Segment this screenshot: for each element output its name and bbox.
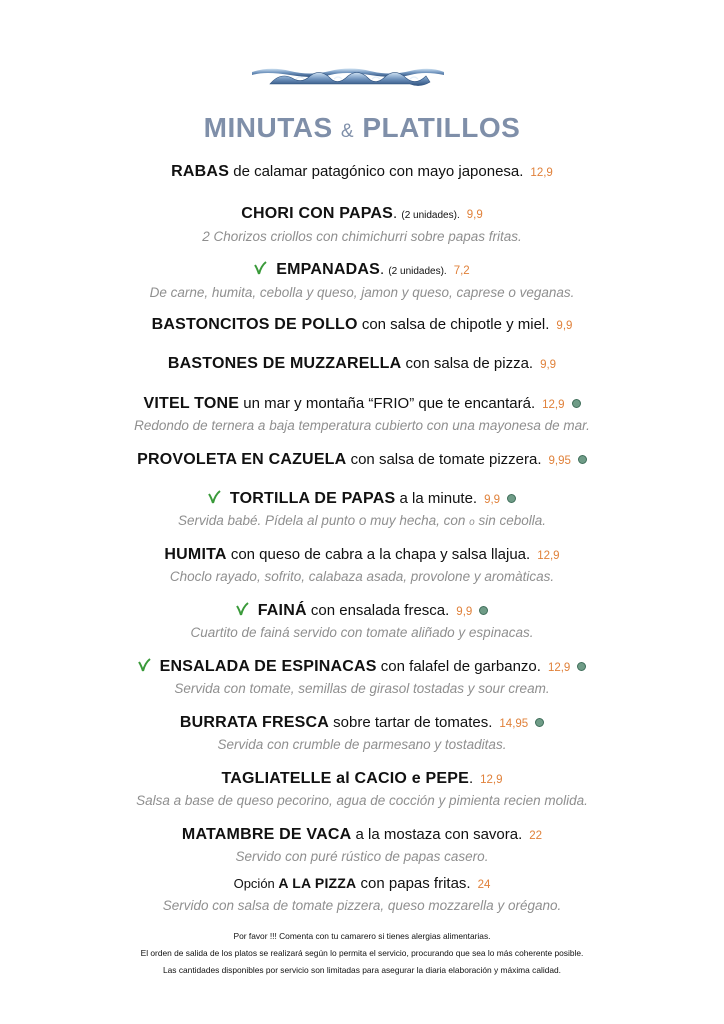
wave-ornament bbox=[250, 62, 446, 88]
menu-item-matambre-de-vaca bbox=[0, 825, 724, 866]
desc-small-o: o bbox=[469, 517, 475, 528]
item-name: FAINÁ bbox=[257, 602, 307, 619]
item-price: 9,9 bbox=[456, 606, 473, 618]
gluten-free-dot-icon bbox=[572, 399, 581, 408]
item-description: Servida con crumble de parmesano y tostaditas. bbox=[217, 737, 507, 752]
item-description: Choclo rayado, sofrito, calabaza asada, provolone y aromàticas. bbox=[169, 569, 555, 584]
item-name: A LA PIZZA bbox=[278, 875, 357, 891]
item-text: con falafel de garbanzo. bbox=[376, 658, 541, 675]
menu-item-faina bbox=[0, 601, 724, 642]
item-name: MATAMBRE DE VACA bbox=[181, 826, 352, 843]
menu-item-bastoncitos-de-pollo bbox=[0, 315, 724, 336]
item-text: de calamar patagónico con mayo japonesa. bbox=[229, 163, 524, 180]
menu-item-vitel-tone bbox=[0, 394, 724, 435]
item-text: a la mostaza con savora. bbox=[351, 826, 523, 843]
menu-item-provoleta-en-cazuela bbox=[0, 450, 724, 471]
item-price: 12,9 bbox=[547, 662, 571, 674]
item-price: 9,9 bbox=[540, 359, 557, 371]
item-price: 22 bbox=[529, 830, 543, 842]
item-text: con salsa de pizza. bbox=[401, 355, 534, 372]
item-price: 9,9 bbox=[556, 320, 573, 332]
menu-item-chori-con-papas bbox=[0, 204, 724, 246]
item-price: 12,9 bbox=[542, 399, 565, 411]
item-price: 12,9 bbox=[537, 550, 560, 562]
item-name: RABAS bbox=[171, 163, 230, 180]
vegan-leaf-icon bbox=[236, 602, 250, 616]
gluten-free-dot-icon bbox=[578, 455, 587, 464]
item-description: Salsa a base de queso pecorino, agua de cocción y pimienta recien molida. bbox=[136, 793, 588, 808]
title-part2: PLATILLOS bbox=[362, 112, 521, 143]
gluten-free-dot-icon bbox=[507, 494, 516, 503]
item-text: a la minute. bbox=[395, 490, 478, 507]
item-units: (2 unidades). bbox=[401, 210, 460, 221]
item-text: con salsa de tomate pizzera. bbox=[346, 451, 542, 468]
item-text: con ensalada fresca. bbox=[306, 602, 450, 619]
item-text: con papas fritas. bbox=[356, 875, 471, 892]
item-name: TORTILLA DE PAPAS bbox=[229, 490, 396, 507]
menu-item-ensalada-de-espinacas bbox=[0, 657, 724, 698]
item-price: 24 bbox=[477, 879, 491, 891]
item-price: 14,95 bbox=[499, 718, 529, 730]
item-description: 2 Chorizos criollos con chimichurri sobre papas fritas. bbox=[202, 229, 522, 244]
item-name: TAGLIATELLE al CACIO e PEPE bbox=[221, 770, 469, 787]
desc-part: sin cebolla. bbox=[474, 513, 547, 528]
item-name: CHORI CON PAPAS bbox=[241, 205, 394, 222]
item-prefix: Opción bbox=[233, 876, 279, 891]
vegan-leaf-icon bbox=[138, 658, 152, 672]
menu-item-humita bbox=[0, 545, 724, 586]
item-name: BURRATA FRESCA bbox=[179, 714, 329, 731]
footer-note-allergies: Por favor !!! Comenta con tu camarero si tienes alergias alimentarias. bbox=[233, 931, 491, 941]
item-text: . bbox=[380, 261, 389, 278]
item-price: 9,95 bbox=[548, 455, 571, 467]
item-units: (2 unidades). bbox=[388, 266, 447, 277]
item-description: Servido con puré rústico de papas casero. bbox=[235, 849, 489, 864]
item-name: EMPANADAS bbox=[276, 261, 380, 278]
item-name: VITEL TONE bbox=[143, 395, 240, 412]
footer-note-order: El orden de salida de los platos se realizará según lo permita el servicio, procurando que sea lo más coherente posible. bbox=[140, 948, 584, 958]
menu-item-tortilla-de-papas bbox=[0, 489, 724, 532]
gluten-free-dot-icon bbox=[577, 662, 586, 671]
menu-item-tagliatelle bbox=[0, 769, 724, 810]
item-name: BASTONES DE MUZZARELLA bbox=[167, 355, 402, 372]
item-name: ENSALADA DE ESPINACAS bbox=[159, 658, 377, 675]
gluten-free-dot-icon bbox=[479, 606, 488, 615]
vegan-leaf-icon bbox=[254, 261, 268, 275]
item-text: con salsa de chipotle y miel. bbox=[357, 316, 550, 333]
item-description: Redondo de ternera a baja temperatura cubierto con una mayonesa de mar. bbox=[134, 418, 590, 433]
item-text: con queso de cabra a la chapa y salsa llajua. bbox=[226, 546, 531, 563]
item-text: un mar y montaña “FRIO” que te encantará. bbox=[239, 395, 536, 412]
item-name: PROVOLETA EN CAZUELA bbox=[137, 451, 347, 468]
menu-item-opcion-a-la-pizza bbox=[0, 873, 724, 915]
desc-part: Servida babé. Pídela al punto o muy hecha, con bbox=[177, 513, 470, 528]
vegan-leaf-icon bbox=[208, 490, 222, 504]
gluten-free-dot-icon bbox=[535, 718, 544, 727]
item-description: Cuartito de fainá servido con tomate aliñado y espinacas. bbox=[190, 625, 534, 640]
footer-notes bbox=[0, 928, 724, 979]
item-description: De carne, humita, cebolla y queso, jamon y queso, caprese o veganas. bbox=[149, 285, 575, 300]
item-price: 9,9 bbox=[484, 494, 501, 506]
item-description bbox=[0, 512, 724, 532]
item-price: 12,9 bbox=[530, 167, 553, 179]
item-price: 9,9 bbox=[466, 209, 483, 221]
item-name: BASTONCITOS DE POLLO bbox=[151, 316, 358, 333]
page-title bbox=[0, 112, 724, 144]
menu-item-burrata-fresca bbox=[0, 713, 724, 754]
item-description: Servido con salsa de tomate pizzera, queso mozzarella y orégano. bbox=[162, 898, 562, 913]
item-text: . bbox=[468, 770, 474, 787]
item-text: sobre tartar de tomates. bbox=[328, 714, 493, 731]
footer-note-quantities: Las cantidades disponibles por servicio son limitadas para asegurar la diaria elaboración y máxima calidad. bbox=[162, 965, 562, 975]
title-part1: MINUTAS bbox=[203, 112, 333, 143]
item-description: Servida con tomate, semillas de girasol tostadas y sour cream. bbox=[174, 681, 550, 696]
title-ampersand: & bbox=[340, 121, 355, 142]
menu-item-empanadas bbox=[0, 260, 724, 302]
item-price: 7,2 bbox=[453, 265, 470, 277]
item-price: 12,9 bbox=[480, 774, 503, 786]
menu-item-bastones-de-muzzarella bbox=[0, 354, 724, 375]
item-text: . bbox=[393, 205, 402, 222]
menu-item-rabas bbox=[0, 162, 724, 183]
item-name: HUMITA bbox=[164, 546, 227, 563]
